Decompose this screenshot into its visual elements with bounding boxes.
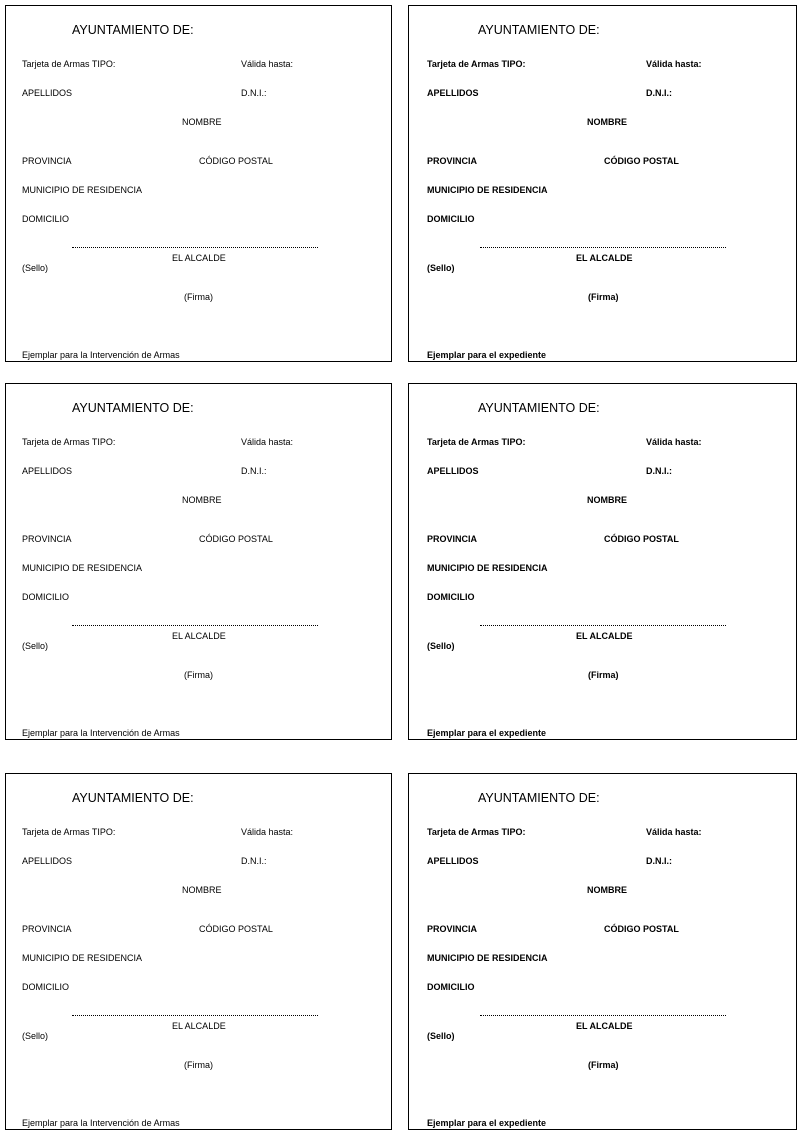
card-expediente-1 bbox=[408, 5, 797, 362]
card-footer: Ejemplar para el expediente bbox=[427, 728, 547, 738]
card-title: AYUNTAMIENTO DE: bbox=[72, 23, 194, 37]
municipio-label: MUNICIPIO DE RESIDENCIA bbox=[22, 185, 143, 195]
dni-label: D.N.I.: bbox=[646, 88, 672, 98]
card-expediente-2 bbox=[408, 383, 797, 740]
provincia-label: PROVINCIA bbox=[22, 534, 72, 544]
firma-label: (Firma) bbox=[184, 1060, 213, 1070]
tarjeta-label: Tarjeta de Armas TIPO: bbox=[22, 827, 116, 837]
alcalde-label: EL ALCALDE bbox=[172, 1021, 226, 1031]
sello-label: (Sello) bbox=[427, 263, 455, 273]
tarjeta-label: Tarjeta de Armas TIPO: bbox=[22, 437, 116, 447]
valida-label: Válida hasta: bbox=[646, 437, 702, 447]
domicilio-label: DOMICILIO bbox=[427, 982, 475, 992]
sello-label: (Sello) bbox=[22, 263, 49, 273]
sello-label: (Sello) bbox=[22, 1031, 49, 1041]
card-title: AYUNTAMIENTO DE: bbox=[478, 791, 600, 805]
signature-dotted-line bbox=[72, 247, 318, 248]
domicilio-label: DOMICILIO bbox=[427, 592, 475, 602]
nombre-label: NOMBRE bbox=[587, 885, 627, 895]
card-title: AYUNTAMIENTO DE: bbox=[72, 791, 194, 805]
card-footer: Ejemplar para el expediente bbox=[427, 1118, 547, 1128]
apellidos-label: APELLIDOS bbox=[22, 856, 73, 866]
valida-label: Válida hasta: bbox=[646, 827, 702, 837]
dni-label: D.N.I.: bbox=[241, 466, 267, 476]
domicilio-label: DOMICILIO bbox=[22, 982, 70, 992]
nombre-label: NOMBRE bbox=[182, 117, 222, 127]
dni-label: D.N.I.: bbox=[241, 856, 267, 866]
signature-dotted-line bbox=[480, 247, 726, 248]
domicilio-label: DOMICILIO bbox=[22, 592, 70, 602]
dni-label: D.N.I.: bbox=[646, 466, 672, 476]
card-title: AYUNTAMIENTO DE: bbox=[478, 401, 600, 415]
tarjeta-label: Tarjeta de Armas TIPO: bbox=[427, 437, 526, 447]
sello-label: (Sello) bbox=[22, 641, 49, 651]
card-footer: Ejemplar para la Intervención de Armas bbox=[22, 728, 180, 738]
codigo-postal-label: CÓDIGO POSTAL bbox=[604, 924, 679, 934]
signature-dotted-line bbox=[72, 1015, 318, 1016]
provincia-label: PROVINCIA bbox=[427, 156, 478, 166]
card-footer: Ejemplar para el expediente bbox=[427, 350, 547, 360]
domicilio-label: DOMICILIO bbox=[427, 214, 475, 224]
tarjeta-label: Tarjeta de Armas TIPO: bbox=[22, 59, 116, 69]
apellidos-label: APELLIDOS bbox=[22, 88, 73, 98]
apellidos-label: APELLIDOS bbox=[427, 856, 479, 866]
alcalde-label: EL ALCALDE bbox=[172, 253, 226, 263]
apellidos-label: APELLIDOS bbox=[427, 88, 479, 98]
codigo-postal-label: CÓDIGO POSTAL bbox=[199, 534, 273, 544]
tarjeta-label: Tarjeta de Armas TIPO: bbox=[427, 827, 526, 837]
nombre-label: NOMBRE bbox=[182, 885, 222, 895]
firma-label: (Firma) bbox=[184, 670, 213, 680]
municipio-label: MUNICIPIO DE RESIDENCIA bbox=[22, 563, 143, 573]
firma-label: (Firma) bbox=[588, 292, 619, 302]
codigo-postal-label: CÓDIGO POSTAL bbox=[199, 156, 273, 166]
card-intervencion-2 bbox=[5, 383, 392, 740]
firma-label: (Firma) bbox=[184, 292, 213, 302]
signature-dotted-line bbox=[480, 625, 726, 626]
municipio-label: MUNICIPIO DE RESIDENCIA bbox=[427, 953, 548, 963]
alcalde-label: EL ALCALDE bbox=[576, 631, 633, 641]
card-footer: Ejemplar para la Intervención de Armas bbox=[22, 1118, 180, 1128]
card-intervencion-1 bbox=[5, 5, 392, 362]
card-footer: Ejemplar para la Intervención de Armas bbox=[22, 350, 180, 360]
valida-label: Válida hasta: bbox=[241, 59, 294, 69]
signature-dotted-line bbox=[72, 625, 318, 626]
tarjeta-label: Tarjeta de Armas TIPO: bbox=[427, 59, 526, 69]
card-title: AYUNTAMIENTO DE: bbox=[72, 401, 194, 415]
provincia-label: PROVINCIA bbox=[22, 924, 72, 934]
firma-label: (Firma) bbox=[588, 670, 619, 680]
codigo-postal-label: CÓDIGO POSTAL bbox=[604, 534, 679, 544]
dni-label: D.N.I.: bbox=[646, 856, 672, 866]
card-title: AYUNTAMIENTO DE: bbox=[478, 23, 600, 37]
card-intervencion-3 bbox=[5, 773, 392, 1130]
nombre-label: NOMBRE bbox=[587, 117, 627, 127]
card-expediente-3 bbox=[408, 773, 797, 1130]
dni-label: D.N.I.: bbox=[241, 88, 267, 98]
provincia-label: PROVINCIA bbox=[427, 924, 478, 934]
municipio-label: MUNICIPIO DE RESIDENCIA bbox=[427, 563, 548, 573]
apellidos-label: APELLIDOS bbox=[427, 466, 479, 476]
municipio-label: MUNICIPIO DE RESIDENCIA bbox=[22, 953, 143, 963]
valida-label: Válida hasta: bbox=[241, 827, 294, 837]
nombre-label: NOMBRE bbox=[182, 495, 222, 505]
codigo-postal-label: CÓDIGO POSTAL bbox=[199, 924, 273, 934]
sello-label: (Sello) bbox=[427, 641, 455, 651]
nombre-label: NOMBRE bbox=[587, 495, 627, 505]
valida-label: Válida hasta: bbox=[646, 59, 702, 69]
provincia-label: PROVINCIA bbox=[22, 156, 72, 166]
codigo-postal-label: CÓDIGO POSTAL bbox=[604, 156, 679, 166]
provincia-label: PROVINCIA bbox=[427, 534, 478, 544]
sello-label: (Sello) bbox=[427, 1031, 455, 1041]
apellidos-label: APELLIDOS bbox=[22, 466, 73, 476]
firma-label: (Firma) bbox=[588, 1060, 619, 1070]
alcalde-label: EL ALCALDE bbox=[576, 1021, 633, 1031]
valida-label: Válida hasta: bbox=[241, 437, 294, 447]
municipio-label: MUNICIPIO DE RESIDENCIA bbox=[427, 185, 548, 195]
signature-dotted-line bbox=[480, 1015, 726, 1016]
domicilio-label: DOMICILIO bbox=[22, 214, 70, 224]
alcalde-label: EL ALCALDE bbox=[172, 631, 226, 641]
alcalde-label: EL ALCALDE bbox=[576, 253, 633, 263]
